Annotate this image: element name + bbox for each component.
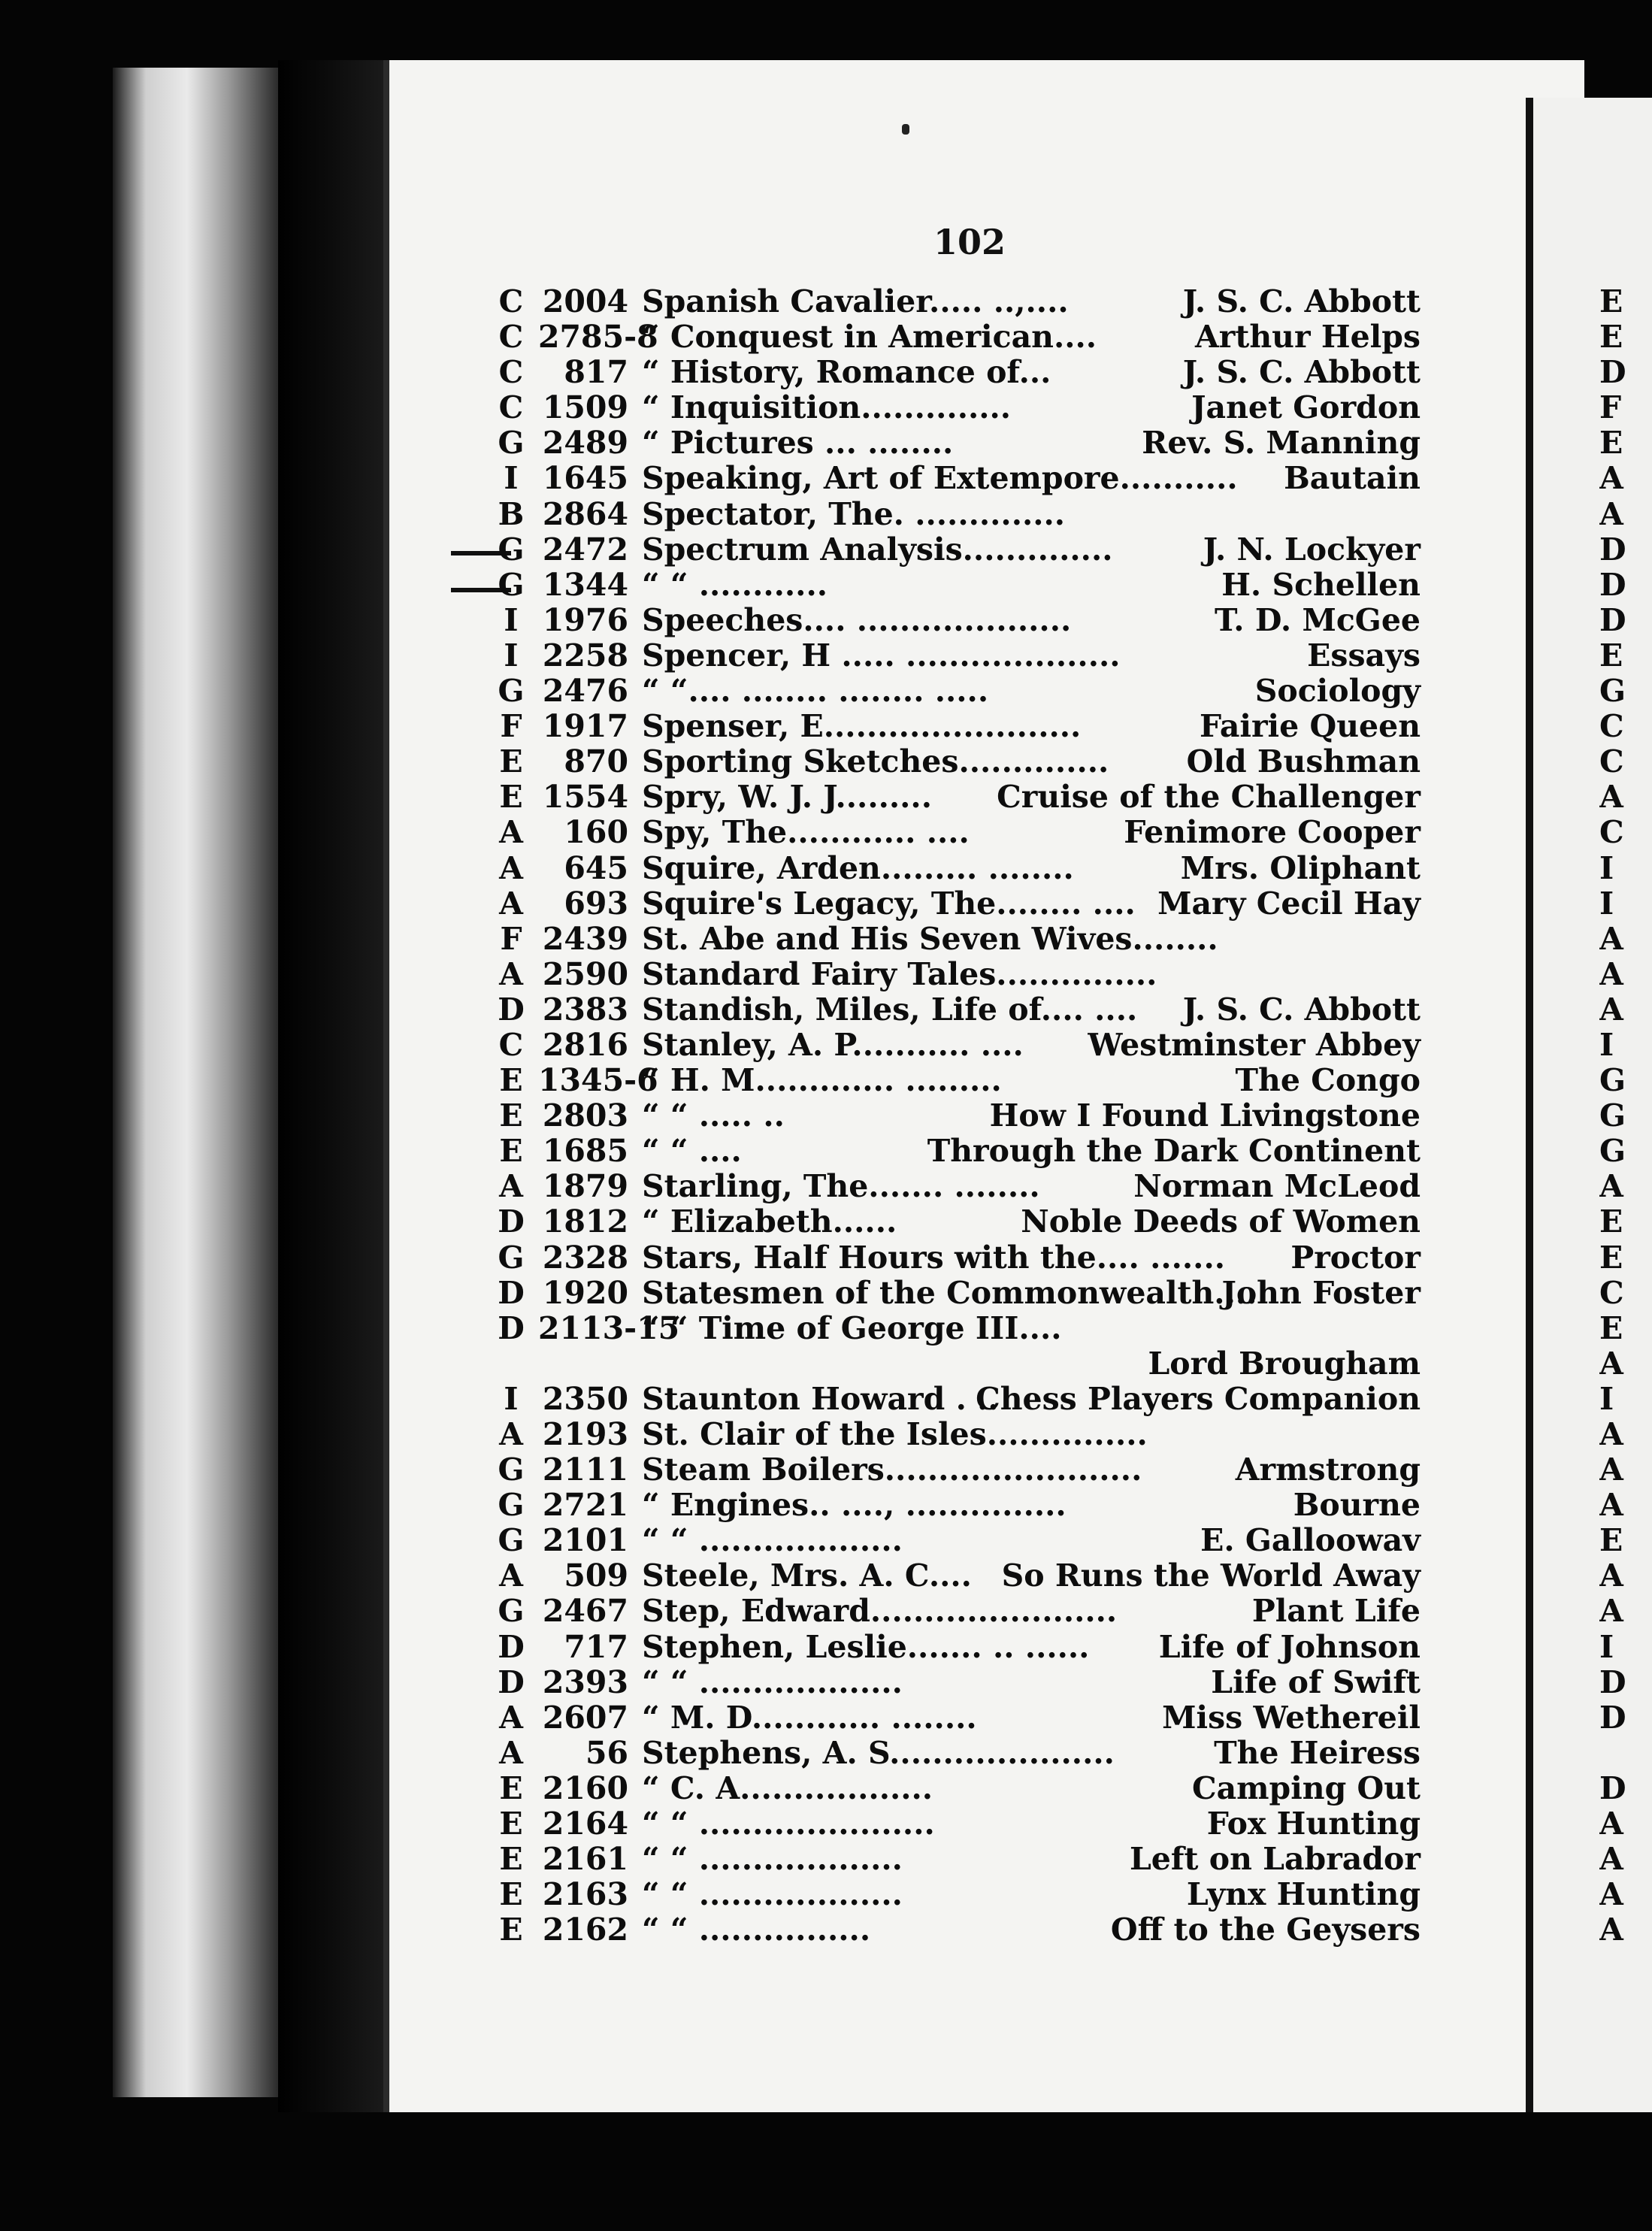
entry-author: Fairie Queen xyxy=(1199,708,1421,745)
entry-title: Stars, Half Hours with the.... ....... xyxy=(642,1239,1225,1276)
catalog-entry xyxy=(496,461,1421,496)
entry-title: St. Clair of the Isles............... xyxy=(642,1416,1148,1452)
next-page-letter: I xyxy=(1599,885,1614,922)
entry-title: “ “ ................... xyxy=(642,1663,903,1700)
entry-author: Bautain xyxy=(1284,460,1421,497)
book-number: 2439 xyxy=(542,920,628,957)
catalog-entry xyxy=(496,1382,1421,1417)
entry-title: Spectrum Analysis.............. xyxy=(642,531,1113,568)
book-gutter xyxy=(278,60,383,2112)
book-number: 1554 xyxy=(542,779,628,816)
next-page-letter: E xyxy=(1599,637,1623,674)
entry-author: Westminster Abbey xyxy=(1088,1026,1421,1063)
next-page-letter: I xyxy=(1599,849,1614,886)
book-number: 56 xyxy=(585,1734,628,1771)
shelf-letter: E xyxy=(499,779,523,816)
catalog-entry xyxy=(496,1452,1421,1488)
catalog-entry xyxy=(496,284,1421,319)
entry-author: Off to the Geysers xyxy=(1110,1912,1421,1948)
catalog-entry xyxy=(496,1028,1421,1063)
shelf-letter: E xyxy=(499,743,523,780)
entry-title: Standish, Miles, Life of.... .... xyxy=(642,991,1138,1028)
catalog-entry xyxy=(496,1311,1421,1346)
catalog-entry xyxy=(496,1912,1421,1948)
entry-title: “ History, Romance of... xyxy=(642,354,1051,391)
catalog-entry xyxy=(496,1169,1421,1204)
entry-author: Life of Johnson xyxy=(1158,1628,1421,1665)
entry-author: Essays xyxy=(1307,637,1421,674)
book-number: 2258 xyxy=(542,637,628,674)
shelf-letter: D xyxy=(498,1628,525,1665)
entry-title: Stanley, A. P........... .... xyxy=(642,1026,1024,1063)
shelf-letter: I xyxy=(504,460,519,497)
entry-author: J. S. C. Abbott xyxy=(1182,354,1421,391)
next-page-letter: I xyxy=(1599,1628,1614,1665)
catalog-entry xyxy=(496,992,1421,1028)
next-page-letter: I xyxy=(1599,1380,1614,1417)
next-page-letter: F xyxy=(1599,389,1622,426)
book-number: 2111 xyxy=(542,1452,628,1488)
next-page-letter: A xyxy=(1599,1912,1623,1948)
next-page-letter: G xyxy=(1599,1062,1626,1099)
shelf-letter: E xyxy=(499,1133,523,1170)
entry-title: Squire, Arden......... ........ xyxy=(642,849,1074,886)
next-page-letter: A xyxy=(1599,1841,1623,1878)
entry-title: “ “ ...................... xyxy=(642,1806,935,1842)
next-page-letter: E xyxy=(1599,425,1623,462)
shelf-letter: A xyxy=(499,955,523,992)
entry-author: John Foster xyxy=(1221,1274,1421,1311)
entry-title: Starling, The....... ........ xyxy=(642,1168,1040,1205)
shelf-letter: F xyxy=(500,920,522,957)
shelf-letter: E xyxy=(499,1841,523,1878)
next-page-letter: I xyxy=(1599,1026,1614,1063)
catalog-entry xyxy=(496,1736,1421,1771)
book-number: 2803 xyxy=(542,1097,628,1134)
catalog-entry xyxy=(496,390,1421,425)
shelf-letter: D xyxy=(498,1663,525,1700)
entry-title: “ “ .... xyxy=(642,1133,742,1170)
shelf-letter: G xyxy=(498,1452,525,1488)
entry-title: “ H. M............. ......... xyxy=(642,1062,1002,1099)
entry-author: J. S. C. Abbott xyxy=(1182,991,1421,1028)
entry-title: “ “ ................... xyxy=(642,1522,903,1559)
book-number: 817 xyxy=(564,354,628,391)
shelf-letter: A xyxy=(499,1734,523,1771)
entry-author: Through the Dark Continent xyxy=(927,1133,1421,1170)
book-number: 2101 xyxy=(542,1522,628,1559)
next-page-letter: C xyxy=(1599,1274,1624,1311)
entry-author: Lynx Hunting xyxy=(1186,1876,1421,1913)
shelf-letter: C xyxy=(498,1026,524,1063)
catalog-entry xyxy=(496,922,1421,957)
book-number: 2383 xyxy=(542,991,628,1028)
entry-title: “ Conquest in American.... xyxy=(642,319,1097,356)
book-number: 2489 xyxy=(542,425,628,462)
next-page-letter: D xyxy=(1599,1699,1626,1736)
next-page-letter: C xyxy=(1599,708,1624,745)
entry-author: How I Found Livingstone xyxy=(989,1097,1421,1134)
shelf-letter: C xyxy=(498,389,524,426)
book-number: 2163 xyxy=(542,1876,628,1913)
next-page-letter: A xyxy=(1599,1345,1623,1382)
entry-author: So Runs the World Away xyxy=(1001,1557,1421,1594)
catalog-entry xyxy=(496,1877,1421,1912)
book-number: 2160 xyxy=(542,1769,628,1806)
book-number: 2393 xyxy=(542,1663,628,1700)
shelf-letter: C xyxy=(498,354,524,391)
ink-spot xyxy=(902,124,909,135)
entry-title: “ “ ..... .. xyxy=(642,1097,785,1134)
catalog-entry xyxy=(496,1276,1421,1311)
entry-author: H. Schellen xyxy=(1221,566,1421,603)
catalog-entry xyxy=(496,1204,1421,1240)
catalog-entry xyxy=(496,1665,1421,1700)
entry-title: “ “.... ........ ........ ..... xyxy=(642,673,989,710)
next-page-letter: D xyxy=(1599,566,1626,603)
catalog-entry xyxy=(496,851,1421,886)
entry-title: Spenser, E........................ xyxy=(642,708,1082,745)
catalog-entry xyxy=(496,1594,1421,1629)
entry-title: Step, Edward....................... xyxy=(642,1593,1118,1630)
entry-title: “ “ Time of George III.... xyxy=(642,1309,1062,1346)
entry-author: Camping Out xyxy=(1191,1769,1421,1806)
next-page-letter: E xyxy=(1599,1309,1623,1346)
book-number: 2350 xyxy=(542,1380,628,1417)
entry-title: Steele, Mrs. A. C.... xyxy=(642,1557,972,1594)
shelf-letter: I xyxy=(504,1380,519,1417)
next-page-letter: E xyxy=(1599,284,1623,319)
entry-title: “ C. A.................. xyxy=(642,1769,933,1806)
shelf-letter: D xyxy=(498,1309,525,1346)
next-page-letter-column xyxy=(1599,284,1652,1948)
entry-title: Sporting Sketches.............. xyxy=(642,743,1109,780)
entry-author: Mary Cecil Hay xyxy=(1157,885,1421,922)
shelf-letter: G xyxy=(498,1522,525,1559)
entry-title: Spry, W. J. J......... xyxy=(642,779,932,816)
book-number: 717 xyxy=(564,1628,628,1665)
shelf-letter: G xyxy=(498,566,525,603)
book-number: 2164 xyxy=(542,1806,628,1842)
shelf-letter: A xyxy=(499,849,523,886)
entry-author: E. Galloowav xyxy=(1200,1522,1421,1559)
entry-author: Lord Brougham xyxy=(1148,1345,1421,1382)
next-page-letter: A xyxy=(1599,779,1623,816)
previous-page-edge xyxy=(113,68,278,2097)
book-number: 2113-15 xyxy=(538,1309,680,1346)
book-number: 1685 xyxy=(542,1133,628,1170)
book-number: 1976 xyxy=(542,601,628,638)
entry-author: Old Bushman xyxy=(1186,743,1421,780)
book-number: 2161 xyxy=(542,1841,628,1878)
shelf-letter: G xyxy=(498,1487,525,1524)
entry-author: Rev. S. Manning xyxy=(1142,425,1421,462)
shelf-letter: D xyxy=(498,1203,525,1240)
catalog-entry xyxy=(496,603,1421,638)
entry-title: Stephens, A. S..................... xyxy=(642,1734,1115,1771)
entry-title: Statesmen of the Commonwealth.... xyxy=(642,1274,1257,1311)
catalog-entry xyxy=(496,1417,1421,1452)
entry-author: The Congo xyxy=(1235,1062,1421,1099)
catalog-entry xyxy=(496,1523,1421,1558)
book-number: 870 xyxy=(564,743,628,780)
entry-title: Spy, The............ .... xyxy=(642,814,970,851)
next-page-letter: A xyxy=(1599,1806,1623,1842)
entry-author: Mrs. Oliphant xyxy=(1180,849,1421,886)
entry-title: “ Engines.. ...., ............... xyxy=(642,1487,1067,1524)
entry-title: Spectator, The. .............. xyxy=(642,495,1066,532)
next-page-letter: D xyxy=(1599,601,1626,638)
entry-title: Speaking, Art of Extempore........... xyxy=(642,460,1238,497)
entry-author: T. D. McGee xyxy=(1215,601,1421,638)
entry-title: Standard Fairy Tales............... xyxy=(642,955,1157,992)
entry-title: St. Abe and His Seven Wives........ xyxy=(642,920,1218,957)
shelf-letter: E xyxy=(499,1876,523,1913)
book-number: 1917 xyxy=(542,708,628,745)
catalog-entry xyxy=(496,1098,1421,1134)
shelf-letter: E xyxy=(499,1062,523,1099)
book-number: 1920 xyxy=(542,1274,628,1311)
next-page-letter: D xyxy=(1599,1663,1626,1700)
entry-author: Janet Gordon xyxy=(1191,389,1421,426)
entry-author: Plant Life xyxy=(1251,1593,1421,1630)
entry-title: “ Elizabeth...... xyxy=(642,1203,897,1240)
catalog-entry xyxy=(496,1134,1421,1169)
book-number: 2162 xyxy=(542,1912,628,1948)
catalog-entry xyxy=(496,497,1421,532)
shelf-letter: G xyxy=(498,1239,525,1276)
next-page-letter: G xyxy=(1599,1097,1626,1134)
entry-title: Stephen, Leslie....... .. ...... xyxy=(642,1628,1090,1665)
next-page-letter: D xyxy=(1599,354,1626,391)
shelf-letter: A xyxy=(499,885,523,922)
catalog-entry xyxy=(496,815,1421,850)
shelf-letter: C xyxy=(498,283,524,319)
shelf-letter: A xyxy=(499,1416,523,1452)
entry-author: Norman McLeod xyxy=(1133,1168,1421,1205)
entry-title: Steam Boilers........................ xyxy=(642,1452,1142,1488)
shelf-letter: E xyxy=(499,1806,523,1842)
book-number: 2193 xyxy=(542,1416,628,1452)
entry-author: Noble Deeds of Women xyxy=(1021,1203,1421,1240)
book-number: 509 xyxy=(564,1557,628,1594)
page-number: 102 xyxy=(933,222,1006,262)
next-page-letter: A xyxy=(1599,920,1623,957)
catalog-entry xyxy=(496,1240,1421,1276)
book-number: 1879 xyxy=(542,1168,628,1205)
shelf-letter: A xyxy=(499,1699,523,1736)
shelf-letter: F xyxy=(500,708,522,745)
next-page-letter: A xyxy=(1599,1168,1623,1205)
shelf-letter: I xyxy=(504,601,519,638)
next-page-letter: A xyxy=(1599,1487,1623,1524)
catalog-entry xyxy=(496,425,1421,461)
entry-author: Life of Swift xyxy=(1211,1663,1421,1700)
entry-author: Miss Wethereil xyxy=(1162,1699,1421,1736)
book-number: 2472 xyxy=(542,531,628,568)
entry-title: “ “ ............ xyxy=(642,566,828,603)
book-number: 2004 xyxy=(542,283,628,319)
book-number: 2816 xyxy=(542,1026,628,1063)
catalog-entry xyxy=(496,1806,1421,1842)
next-page-letter: C xyxy=(1599,743,1624,780)
entry-title: “ Inquisition.............. xyxy=(642,389,1012,426)
entry-author: Cruise of the Challenger xyxy=(997,779,1421,816)
book-number: 2590 xyxy=(542,955,628,992)
book-number: 2607 xyxy=(542,1699,628,1736)
entry-author: J. N. Lockyer xyxy=(1203,531,1421,568)
book-number: 1812 xyxy=(542,1203,628,1240)
entry-title: “ “ ................... xyxy=(642,1876,903,1913)
book-number: 1645 xyxy=(542,460,628,497)
entry-title: Squire's Legacy, The........ .... xyxy=(642,885,1136,922)
entry-author: Armstrong xyxy=(1235,1452,1421,1488)
catalog-entry xyxy=(496,319,1421,355)
entry-title: Speeches.... .................... xyxy=(642,601,1072,638)
shelf-letter: I xyxy=(504,637,519,674)
shelf-letter: A xyxy=(499,814,523,851)
entry-title: “ M. D............ ........ xyxy=(642,1699,977,1736)
shelf-letter: E xyxy=(499,1769,523,1806)
next-page-letter: A xyxy=(1599,460,1623,497)
entry-title: Staunton Howard . .. xyxy=(642,1380,999,1417)
entry-author: Left on Labrador xyxy=(1129,1841,1421,1878)
next-page-letter: A xyxy=(1599,1452,1623,1488)
catalog-entry xyxy=(496,1630,1421,1665)
entry-author: Arthur Helps xyxy=(1195,319,1421,356)
catalog-entry xyxy=(496,355,1421,390)
shelf-letter: B xyxy=(498,495,525,532)
catalog-entry xyxy=(496,568,1421,603)
entry-author: Fox Hunting xyxy=(1206,1806,1421,1842)
book-number: 2721 xyxy=(542,1487,628,1524)
shelf-letter: E xyxy=(499,1097,523,1134)
catalog-entry xyxy=(496,709,1421,744)
book-number: 2785-8 xyxy=(538,319,658,356)
catalog-entry xyxy=(496,1771,1421,1806)
catalog-entry xyxy=(496,779,1421,815)
catalog-entry xyxy=(496,1063,1421,1098)
catalog-entry xyxy=(496,638,1421,674)
entry-author: J. S. C. Abbott xyxy=(1182,283,1421,319)
entry-author: Sociology xyxy=(1254,673,1421,710)
book-number: 1344 xyxy=(542,566,628,603)
entry-title: “ “ ................ xyxy=(642,1912,871,1948)
catalog-entry xyxy=(496,532,1421,568)
next-page-letter: A xyxy=(1599,1557,1623,1594)
next-page-letter: D xyxy=(1599,1769,1626,1806)
catalog-entry-list xyxy=(496,284,1421,1948)
catalog-entry xyxy=(496,674,1421,709)
entry-author: Fenimore Cooper xyxy=(1124,814,1421,851)
catalog-entry xyxy=(496,1488,1421,1523)
next-page-letter: A xyxy=(1599,955,1623,992)
shelf-letter: A xyxy=(499,1557,523,1594)
book-number: 2864 xyxy=(542,495,628,532)
catalog-entry xyxy=(496,1346,1421,1382)
catalog-entry xyxy=(496,886,1421,922)
book-number: 645 xyxy=(564,849,628,886)
next-page-letter: D xyxy=(1599,531,1626,568)
shelf-letter: D xyxy=(498,991,525,1028)
book-number: 2476 xyxy=(542,673,628,710)
catalog-entry xyxy=(496,957,1421,992)
next-page-letter: E xyxy=(1599,319,1623,356)
book-number: 1345-6 xyxy=(538,1062,658,1099)
entry-author: Bourne xyxy=(1293,1487,1421,1524)
entry-title: “ Pictures ... ........ xyxy=(642,425,954,462)
shelf-letter: G xyxy=(498,425,525,462)
next-page-letter: A xyxy=(1599,1593,1623,1630)
catalog-entry xyxy=(496,744,1421,779)
next-page-letter: C xyxy=(1599,814,1624,851)
next-page-letter: E xyxy=(1599,1203,1623,1240)
catalog-entry xyxy=(496,1700,1421,1736)
shelf-letter: G xyxy=(498,673,525,710)
catalog-entry xyxy=(496,1842,1421,1877)
shelf-letter: E xyxy=(499,1912,523,1948)
book-number: 1509 xyxy=(542,389,628,426)
book-number: 693 xyxy=(564,885,628,922)
catalog-entry xyxy=(496,1558,1421,1594)
shelf-letter: D xyxy=(498,1274,525,1311)
shelf-letter: G xyxy=(498,1593,525,1630)
entry-title: Spanish Cavalier..... ..,.... xyxy=(642,283,1069,319)
next-page-letter: E xyxy=(1599,1239,1623,1276)
entry-author: The Heiress xyxy=(1214,1734,1421,1771)
book-number: 2328 xyxy=(542,1239,628,1276)
book-number: 160 xyxy=(564,814,628,851)
next-page-letter: A xyxy=(1599,1876,1623,1913)
shelf-letter: A xyxy=(499,1168,523,1205)
next-page-letter: G xyxy=(1599,673,1626,710)
next-page-letter: A xyxy=(1599,991,1623,1028)
book-number: 2467 xyxy=(542,1593,628,1630)
next-page-letter: A xyxy=(1599,1416,1623,1452)
entry-title: Spencer, H ..... .................... xyxy=(642,637,1121,674)
shelf-letter: G xyxy=(498,531,525,568)
entry-author: Proctor xyxy=(1290,1239,1421,1276)
next-page-letter xyxy=(1599,1736,1652,1771)
entry-author: Chess Players Companion xyxy=(976,1380,1421,1417)
entry-title: “ “ ................... xyxy=(642,1841,903,1878)
shelf-letter: C xyxy=(498,319,524,356)
next-page-letter: A xyxy=(1599,495,1623,532)
next-page-letter: E xyxy=(1599,1522,1623,1559)
next-page-letter: G xyxy=(1599,1133,1626,1170)
